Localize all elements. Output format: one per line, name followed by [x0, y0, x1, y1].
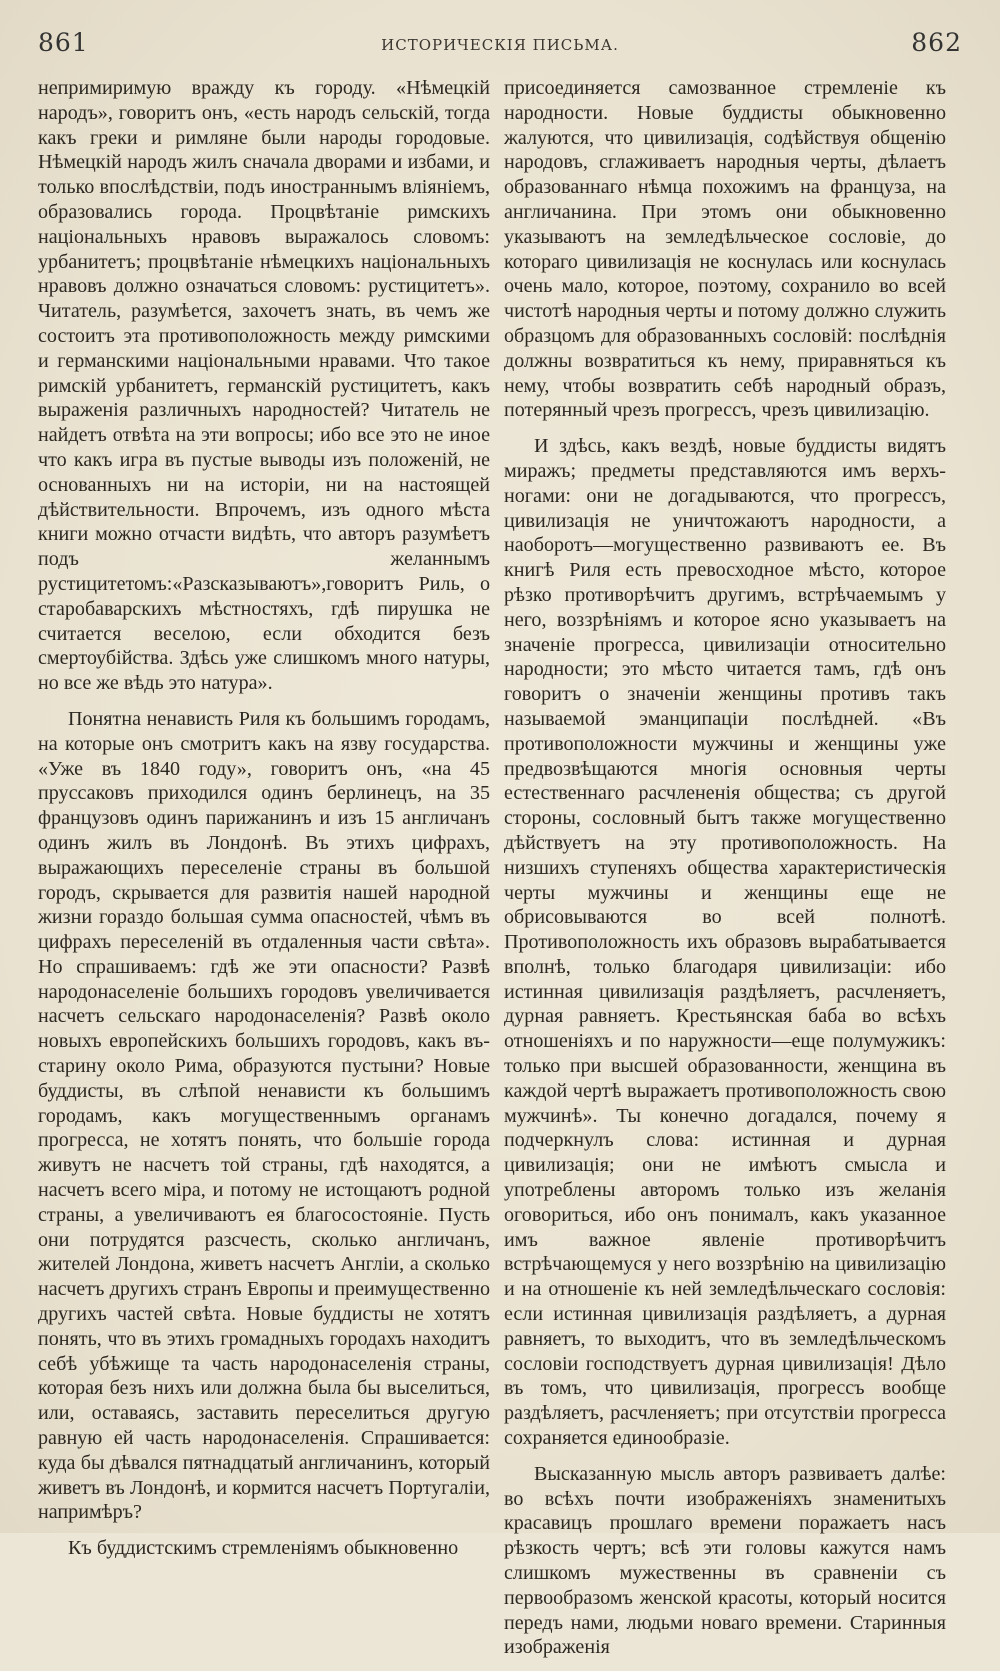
paragraph: Понятна ненависть Риля къ большимъ городамъ, на которые онъ смотритъ какъ на язву государства. «Уже въ 1840 году», говоритъ онъ, «на 45 пруссаковъ приходился одинъ берлинецъ, на 35 французовъ одинъ парижанинъ и изъ 15 англичанъ одинъ жилъ въ Лондонѣ. Въ этихъ цифрахъ, выражающихъ переселеніе страны въ большой городъ, скрывается для развитія нашей народной жизни гораздо большая сумма опасностей, чѣмъ въ цифрахъ переселеній въ отдаленныя части свѣта». Но спрашиваемъ: гдѣ же эти опасности? Развѣ народонаселеніе большихъ городовъ увеличивается насчетъ сельскаго народонаселенія? Развѣ около новыхъ европейскихъ большихъ городовъ, какъ въ-старину около Рима, образуются пустыни? Новые буддисты, въ слѣпой ненависти къ большимъ городамъ, какъ могущественнымъ органамъ прогресса, не хотятъ понять, что большіе города живутъ не насчетъ той страны, гдѣ находятся, а насчетъ всего міра, и потому не истощаютъ родной страны, а увеличиваютъ ея благосостояніе. Пусть они потрудятся разсчесть, сколько англичанъ, жителей Лондона, живетъ насчетъ Англіи, а сколько насчетъ другихъ странъ Европы и преимущественно другихъ частей свѣта. Новые буддисты не хотятъ понять, что въ этихъ громадныхъ городахъ находитъ себѣ убѣжище та часть народонаселенія страны, которая безъ нихъ или должна была бы выселиться, или, оставаясь, заставить переселиться другую равную ей часть народонаселенія. Спрашивается: куда бы дѣвался пятнадцатый англичанинъ, который живетъ въ Лондонѣ, и кормится насчетъ Португаліи, напримѣръ? [38, 707, 490, 1524]
running-title: ИСТОРИЧЕСКІЯ ПИСЬМА. [381, 36, 619, 54]
paragraph: И здѣсь, какъ вездѣ, новые буддисты видятъ миражъ; предметы представляются имъ верхъ-ногами: они не догадываются, что прогрессъ, цивилизація не уничтожаютъ народности, а наоборотъ—могущественно развиваютъ ее. Въ книгѣ Риля есть превосходное мѣсто, которое рѣзко противорѣчитъ другимъ, встрѣчаемымъ у него, воззрѣніямъ и которое ясно указываетъ на значеніе прогресса, цивилизаціи относительно народности; это мѣсто читается тамъ, гдѣ онъ говоритъ о значеніи женщины противъ такъ называемой эманципаціи послѣдней. «Въ противоположности мужчины и женщины уже предвозвѣщаются многія основныя черты естественнаго расчлененія общества; съ другой стороны, сословный бытъ также могущественно дѣйствуетъ на эту противоположность. На низшихъ ступеняхъ общества характеристическія черты мужчины и женщины еще не обрисовываются во всей полнотѣ. Противоположность ихъ образовъ вырабатывается вполнѣ, только благодаря цивилизаціи: ибо истинная цивилизація раздѣляетъ, расчленяетъ, дурная равняетъ. Крестьянская баба во всѣхъ отношеніяхъ и по наружности—еще полумужикъ: только при высшей образованности, женщина въ каждой чертѣ выражаетъ противоположность свою мужчинѣ». Ты конечно догадался, почему я подчеркнулъ слова: истинная и дурная цивилизація; они не имѣютъ смысла и употреблены авторомъ только изъ желанія оговориться, ибо онъ понималъ, какъ указанное имъ важное явленіе противорѣчитъ встрѣчающемуся у него воззрѣнію на цивилизацію и на отношеніе къ ней земледѣльческаго сословія: если истинная цивилизація раздѣляетъ, а дурная равняетъ, то выходитъ, что въ земледѣльческомъ сословіи господствуетъ дурная цивилизація! Дѣло въ томъ, что цивилизація, прогрессъ вообще раздѣляетъ, расчленяетъ; при отсутствіи прогресса сохраняется единообразіе. [504, 435, 946, 1450]
paragraph: Высказанную мысль авторъ развиваетъ далѣе: во всѣхъ почти изображеніяхъ знаменитыхъ красавицъ прошлаго времени поражаетъ насъ рѣзкость чертъ; всѣ эти головы кажутся намъ слишкомъ мужественны въ сравненіи съ первообразомъ женской красоты, который носится передъ нами, людьми новаго времени. Старинныя изображенія [504, 1462, 946, 1659]
left-column [38, 76, 490, 1572]
paragraph: Къ буддистскимъ стремленіямъ обыкновенно [68, 1537, 459, 1560]
page-number-right: 862 [911, 28, 962, 57]
paragraph: присоединяется самозванное стремленіе къ народности. Новые буддисты обыкновенно жалуются, что цивилизація, содѣйствуя общенію народовъ, сглаживаетъ народныя черты, дѣлаетъ образованнаго нѣмца похожимъ на француза, на англичанина. При этомъ они обыкновенно указываютъ на земледѣльческое сословіе, до котораго цивилизація не коснулась или коснулась очень мало, которое, поэтому, сохранило во всей чистотѣ народныя черты и потому должно служить образцомъ для образованныхъ сословій: послѣднія должны возвратиться къ нему, приравняться къ нему, чтобы возвратить себѣ народный образъ, потерянный чрезъ прогрессъ, чрезъ цивилизацію. [504, 77, 946, 422]
paragraph: непримиримую вражду къ городу. «Нѣмецкій народъ», говоритъ онъ, «есть народъ сельскій, тогда какъ греки и римляне были народы городовые. Нѣмецкій народъ жилъ сначала дворами и избами, и только впослѣдствіи, подъ иностраннымъ вліяніемъ, образовались города. Процвѣтаніе римскихъ національныхъ нравовъ выражалось словомъ: урбанитетъ; процвѣтаніе нѣмецкихъ національныхъ нравовъ должно означаться словомъ: рустицитетъ». Читатель, разумѣется, захочетъ знать, въ чемъ же состоитъ эта противоположность между римскими и германскими національными нравами. Что такое римскій урбанитетъ, германскій рустицитетъ, какъ выраженія различныхъ народностей? Читатель не найдетъ отвѣта на эти вопросы; ибо все это не иное что какъ игра въ пустые выводы изъ положеній, не основанныхъ ни на исторіи, ни на настоящей дѣйствительности. Впрочемъ, изъ одного мѣста книги можно отчасти видѣть, что авторъ разумѣетъ подъ желаннымъ рустицитетомъ:«Разсказываютъ»,говоритъ Риль, о старобаварскихъ мѣстностяхъ, гдѣ пирушка не считается веселою, если обходится безъ смертоубійства. Здѣсь уже слишкомъ много натуры, но все же вѣдь это натура». [38, 77, 490, 695]
page-number-left: 861 [38, 28, 89, 57]
right-column [504, 76, 946, 1671]
running-head [38, 28, 962, 62]
